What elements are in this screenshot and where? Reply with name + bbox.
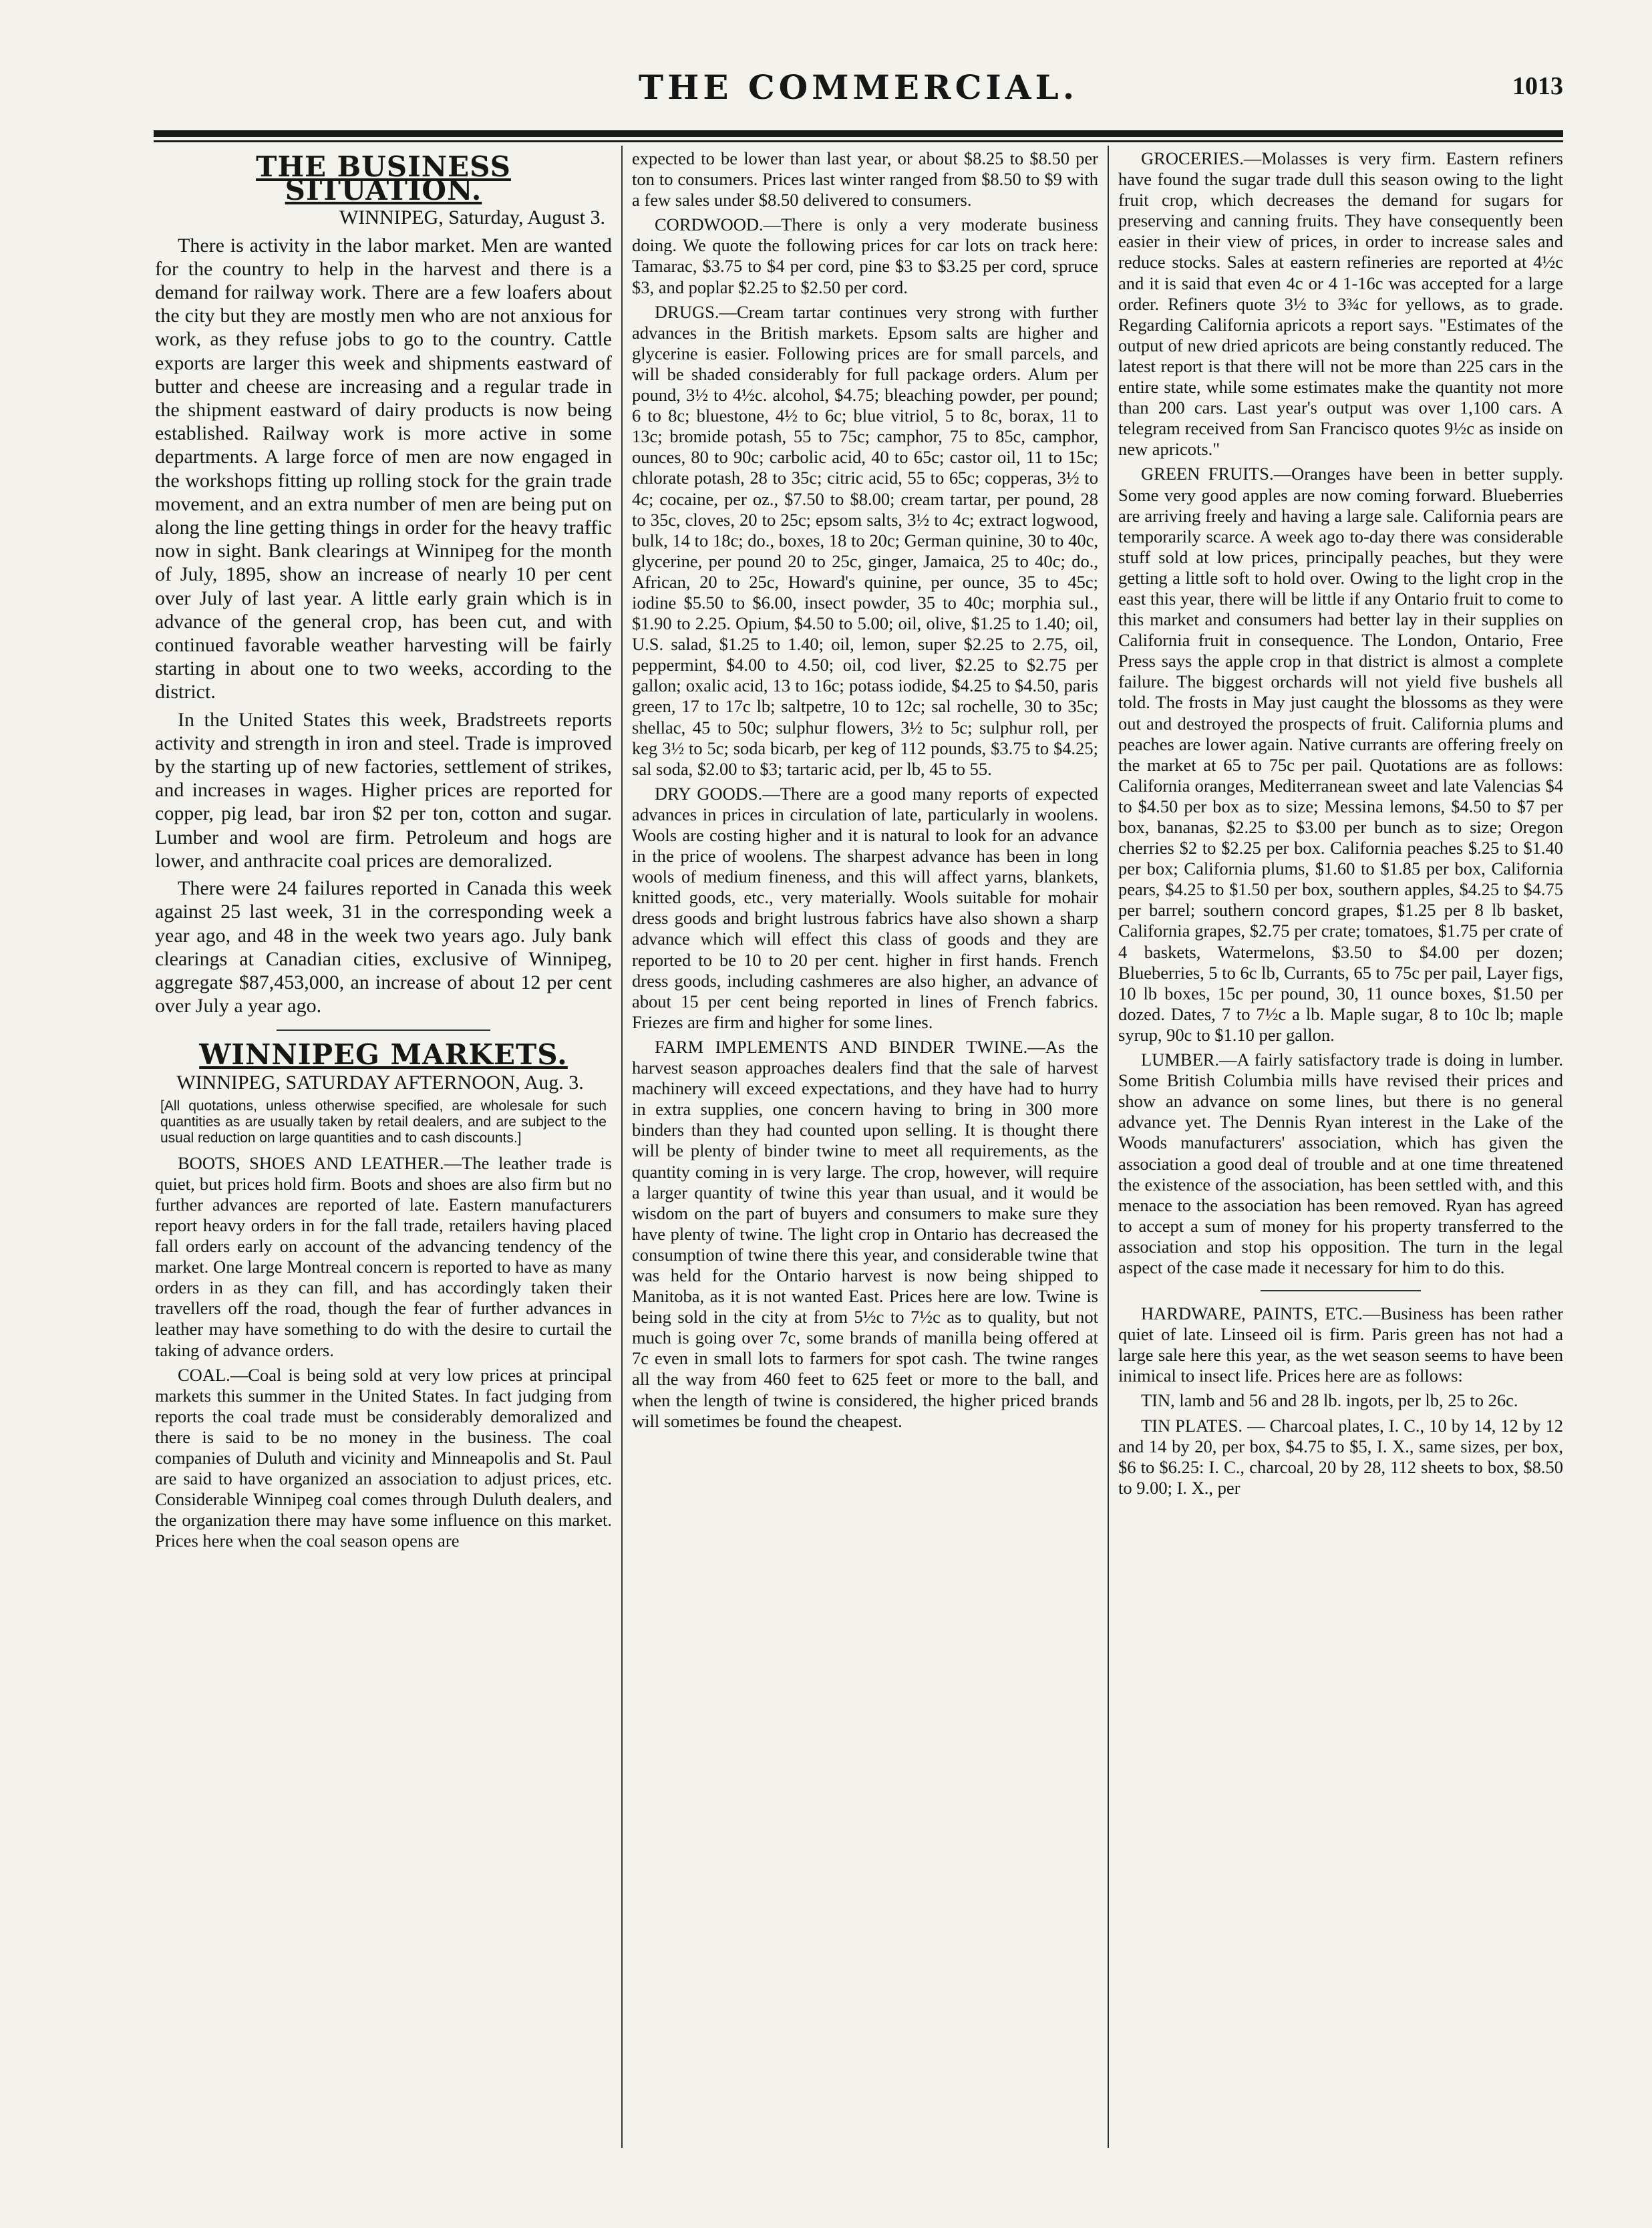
column-3	[1118, 148, 1563, 2155]
market-report: DRUGS.—Cream tartar continues very strong with further advances in the British markets. Epsom salts are higher and glycerine is easier. Following prices are for small parcels, and will be shaded considerably for full package orders. Alum per pound, 3½ to 4½c. alcohol, $4.75; bleaching powder, per pound; 6 to 8c; bluestone, 4½ to 6c; blue vitriol, 5 to 8c, borax, 11 to 13c; bromide potash, 55 to 75c; camphor, 75 to 85c, camphor, ounces, 80 to 90c; carbolic acid, 40 to 65c; castor oil, 11 to 15c; chlorate potash, 28 to 35c; citric acid, 55 to 65c; copperas, 3½ to 4c; cocaine, per oz., $7.50 to $8.00; cream tartar, per pound, 28 to 35c, cloves, 20 to 25c; epsom salts, 3½ to 4c; extract logwood, bulk, 14 to 18c; do., boxes, 18 to 20c; German quinine, 30 to 40c, glycerine, per pound 20 to 25c, ginger, Jamaica, 25 to 40c; do., African, 20 to 25c, Howard's quinine, per ounce, 35 to 45c; iodine $5.50 to $6.00, insect powder, 35 to 40c; morphia sul., $1.90 to 2.25. Opium, $4.50 to 5.00; oil, olive, $1.25 to 1.40; oil, U.S. salad, $1.25 to 1.40; oil, lemon, super $2.25 to 2.75, oil, peppermint, $4.00 to 4.50; oil, cod liver, $2.25 to $2.75 per gallon; oxalic acid, 13 to 16c; potass iodide, $4.25 to $4.50, paris green, 17 to 17c lb; saltpetre, 10 to 12c; sal rochelle, 30 to 35c; shellac, 45 to 50c; sulphur flowers, 3½ to 5c; sulphur roll, per keg 3½ to 5c; soda bicarb, per keg of 112 pounds, $3.75 to $4.25; sal soda, $2.00 to $3; tartaric acid, per lb, 45 to 55.	[632, 301, 1098, 779]
masthead-rule	[154, 130, 1563, 137]
masthead-title: THE COMMERCIAL.	[638, 67, 1079, 107]
column-1	[155, 148, 612, 2155]
masthead-rule-thin	[154, 140, 1563, 142]
market-report: TIN, lamb and 56 and 28 lb. ingots, per lb, 25 to 26c.	[1141, 1390, 1518, 1411]
column-divider	[621, 146, 623, 2148]
paragraph: There were 24 failures reported in Canada this week against 25 last week, 31 in the corresponding week a year ago, and 48 in the week two years ago. July bank clearings at Canadian cities, exclusive of Winnipeg, aggregate $87,453,000, an increase of about 12 per cent over July a year ago.	[155, 877, 612, 1017]
winnipeg-markets-heading: WINNIPEG MARKETS.	[199, 1038, 568, 1072]
market-report: DRY GOODS.—There are a good many reports of expected advances in prices in circulation of late, particularly in woolens. Wools are costing higher and it is natural to look for an advance in the price of woolens. The sharpest advance has been in long wools of medium fineness, and this will affect yarns, blankets, knitted goods, etc., very materially. Wools suitable for mohair dress goods and bright lustrous fabrics have also shown a sharp advance which will effect this class of goods and they are reported to be 10 to 20 per cent. higher in first hands. French dress goods, including cashmeres are also higher, an advance of about 15 per cent being reported in lines of French fabrics. Friezes are firm and higher for some lines.	[632, 783, 1098, 1032]
markets-dateline: WINNIPEG, SATURDAY AFTERNOON, Aug. 3.	[176, 1071, 584, 1094]
section-rule	[1261, 1290, 1421, 1291]
market-report: HARDWARE, PAINTS, ETC.—Business has been rather quiet of late. Linseed oil is firm. Paris green has not had a large sale here this year, as the wet season seems to have been inimical to insect life. Prices here are as follows:	[1118, 1303, 1563, 1386]
market-report: CORDWOOD.—There is only a very moderate business doing. We quote the following prices for car lots on track here: Tamarac, $3.75 to $4 per cord, pine $3 to $3.25 per cord, spruce $3, and poplar $2.25 to $2.50 per cord.	[632, 214, 1098, 297]
page-number: 1013	[1512, 72, 1563, 100]
quotations-note: [All quotations, unless otherwise specified, are wholesale for such quantities as are usually taken by retail dealers, and are subject to the usual reduction on large quantities and to cash discounts.]	[160, 1098, 607, 1146]
column-2	[632, 148, 1098, 2155]
paragraph: There is activity in the labor market. Men are wanted for the country to help in the harvest and there is a demand for railway work. There are a few loafers about the city but they are mostly men who are not anxious for work, as they refuse jobs to go to the country. Cattle exports are larger this week and shipments eastward of butter and cheese are increasing and a regular trade in the shipment eastward of dairy products is now being established. Railway work is more active in some departments. A large force of men are now engaged in the workshops fitting up rolling stock for the grain trade movement, and an extra number of men are being put on along the line getting things in order for the heavy traffic now in sight. Bank clearings at Winnipeg for the month of July, 1895, show an increase of nearly 10 per cent over July of last year. A little early grain which is in advance of the general crop, has been cut, and with continued favorable weather harvesting will be fairly starting in about one to two weeks, according to the district.	[155, 234, 612, 703]
paragraph: In the United States this week, Bradstreets reports activity and strength in iron and steel. Trade is improved by the starting up of new factories, settlement of strikes, and increases in wages. Higher prices are reported for copper, pig lead, bar iron $2 per ton, cotton and sugar. Lumber and wool are firm. Petroleum and hogs are lower, and anthracite coal prices are demoralized.	[155, 708, 612, 872]
market-report: TIN PLATES. — Charcoal plates, I. C., 10 by 14, 12 by 12 and 14 by 20, per box, $4.75 to $5, I. X., same sizes, per box, $6 to $6.25: I. C., charcoal, 20 by 28, 112 sheets to box, $8.50 to 9.00; I. X., per	[1118, 1415, 1563, 1498]
market-report: COAL.—Coal is being sold at very low prices at principal markets this summer in the United States. In fact judging from reports the coal trade must be considerably demoralized and there is said to be no money in the business. The coal companies of Duluth and vicinity and Minneapolis and St. Paul are said to have organized an association to adjust prices, etc. Considerable Winnipeg coal comes through Duluth dealers, and the organization there may have some influence on this market. Prices here when the coal season opens are	[155, 1364, 612, 1551]
market-report: FARM IMPLEMENTS AND BINDER TWINE.—As the harvest season approaches dealers find that the sale of harvest machinery will exceed expectations, and they have had to hurry in extra supplies, one concern having to bring in 300 more binders than they had counted upon selling. It is thought there will be plenty of binder twine to meet all requirements, as the quantity coming in is very large. The crop, however, will require a larger quantity of twine this year than usual, and it would be wisdom on the part of buyers and consumers to make sure they have plenty of twine. The light crop in Ontario has decreased the consumption of twine there this year, and considerable twine that was held for the Ontario harvest is now being shipped to Manitoba, as it is not wanted East. Prices here are low. Twine is being sold in the city at from 5½c to 7½c as to quality, but not much is going over 7c, some brands of manilla being offered at 7c even in small lots to farmers for spot cash. The twine ranges all the way from 460 feet to 625 feet or more to the ball, and when the length of twine is considered, the higher priced brands will sometimes be found the cheapest.	[632, 1036, 1098, 1431]
column-divider	[1108, 146, 1109, 2148]
market-report: BOOTS, SHOES AND LEATHER.—The leather trade is quiet, but prices hold firm. Boots and shoes are also firm but no further advances are reported of late. Eastern manufacturers report heavy orders in for the fall trade, retailers having placed fall orders early on account of the advancing tendency of the market. One large Montreal concern is reported to have as many orders in as they can fill, and has accordingly taken their travellers off the road, though the fear of further advances in leather may have something to do with the desire to curtail the taking of advance orders.	[155, 1152, 612, 1360]
business-situation-heading: THE BUSINESS SITUATION.	[256, 150, 511, 207]
masthead	[154, 63, 1563, 137]
market-report: GROCERIES.—Molasses is very firm. Eastern refiners have found the sugar trade dull this season owing to the light fruit crop, which decreases the demand for sugars for preserving and canning fruits. They have consequently been easier in their view of prices, in order to increase sales and reduce stocks. Sales at eastern refineries are reported at 4½c and it is said that even 4c or 4 1-16c was accepted for a large order. Refiners quote 3½ to 3¾c for yellows, as to grade. Regarding California apricots a report says. "Estimates of the output of new dried apricots are being constantly reduced. The latest report is that there will not be more than 225 cars in the entire state, while some estimates make the quantity not more than 200 cars. Last year's output was over 1,100 cars. A telegram received from San Francisco quotes 9½c as inside on new apricots."	[1118, 148, 1563, 460]
market-report: expected to be lower than last year, or about $8.25 to $8.50 per ton to consumers. Prices last winter ranged from $8.50 to $9 with a few sales under $8.50 delivered to consumers.	[632, 148, 1098, 210]
dateline: WINNIPEG, Saturday, August 3.	[339, 206, 605, 229]
market-report: GREEN FRUITS.—Oranges have been in better supply. Some very good apples are now coming forward. Blueberries are arriving freely and having a large sale. California pears are temporarily scarce. A week ago to-day there was considerable stuff sold at low prices, principally peaches, but they were getting a little soft to hold over. Owing to the light crop in the east this year, there will be little if any Ontario fruit to come to this market and consumers had better lay in their supplies on California fruit in consequence. The London, Ontario, Free Press says the apple crop in that district is almost a complete failure. The biggest orchards will not yield five bushels all told. The frosts in May just caught the blossoms as they were out and destroyed the prospects of fruit. California plums and peaches are lower again. Native currants are offering freely on the market at 65 to 75c per pail. Quotations are as follows: California oranges, Mediterranean sweet and late Valencias $4 to $4.50 per box as to size; Messina lemons, $4.50 to $7 per box, bananas, $2.25 to $3.00 per bunch as to size; Oregon cherries $2 to $2.25 per box. California peaches $.25 to $1.40 per box; California plums, $1.60 to $1.85 per box, California pears, $4.25 to $1.50 per box, southern apples, $4.25 to $4.75 per barrel; southern concord grapes, $1.25 per 8 lb basket, California grapes, $2.75 per crate; tomatoes, $1.75 per crate of 4 baskets, Watermelons, $3.50 to $4.00 per dozen; Blueberries, 5 to 6c lb, Currants, 65 to 75c per pail, Layer figs, 10 lb boxes, 15c per pound, 30, 11 ounce boxes, $1.50 per dozed. Dates, 7 to 7½c a lb. Maple sugar, 8 to 10c lb; maple syrup, 90c to $1.10 per gallon.	[1118, 464, 1563, 1045]
section-rule	[277, 1029, 490, 1031]
market-report: LUMBER.—A fairly satisfactory trade is doing in lumber. Some British Columbia mills have revised their prices and show an advance on some lines, but there is no general advance yet. The Dennis Ryan interest in the Lake of the Woods manufacturers' association, which has given the association a good deal of trouble and at one time threatened the existence of the association, has been settled with, and this menace to the association has been removed. Ryan has agreed to accept a sum of money for his property transferred to the association and stop his opposition. The turn in the legal aspect of the case made it necessary for him to do this.	[1118, 1050, 1563, 1277]
